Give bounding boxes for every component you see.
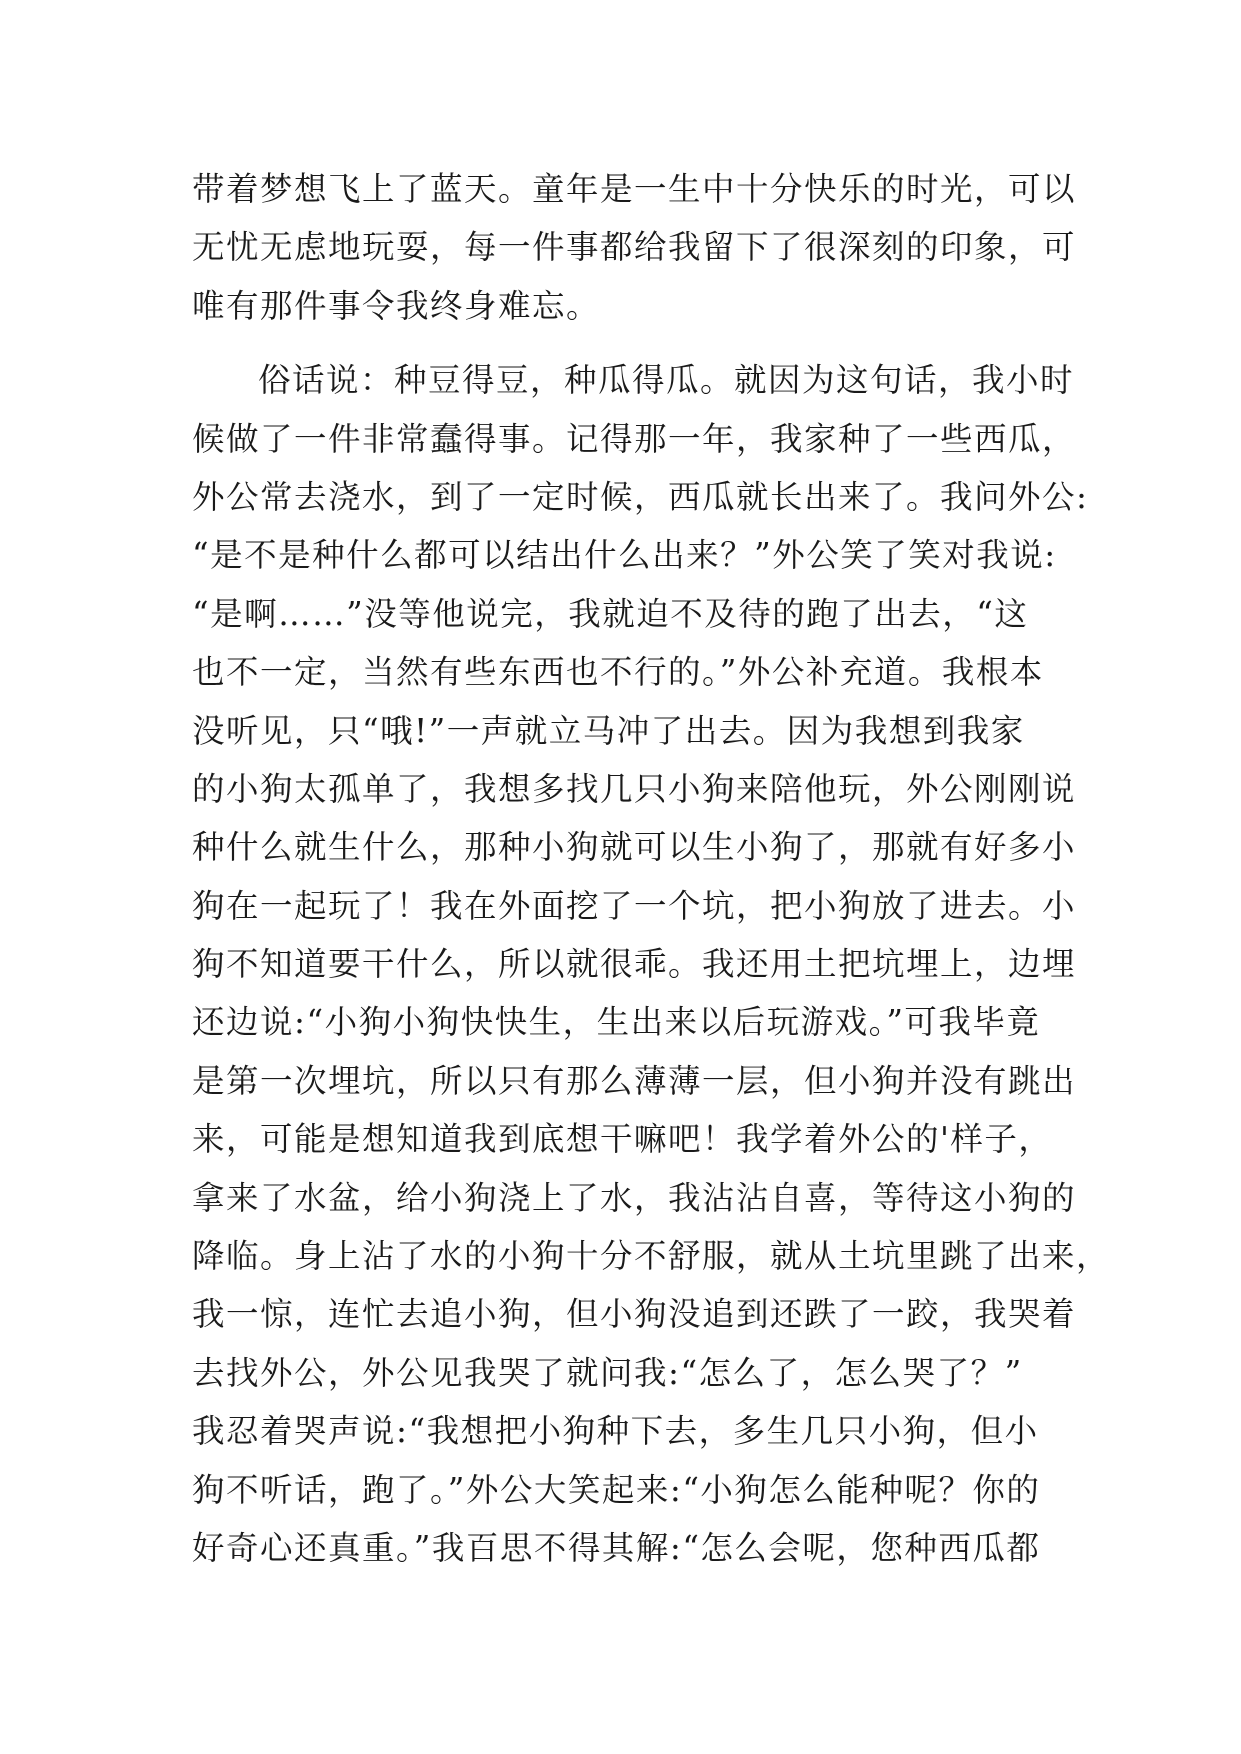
text-line: 无忧无虑地玩耍，每一件事都给我留下了很深刻的印象，可 bbox=[192, 228, 1077, 267]
text-line: 唯有那件事令我终身难忘。 bbox=[192, 286, 601, 325]
text-line: 的小狗太孤单了，我想多找几只小狗来陪他玩，外公刚刚说 bbox=[192, 769, 1077, 808]
text-line: 好奇心还真重。”我百思不得其解:“怎么会呢，您种西瓜都 bbox=[192, 1528, 1041, 1567]
text-line: 去找外公，外公见我哭了就问我:“怎么了，怎么哭了？” bbox=[192, 1353, 1023, 1392]
text-line: 拿来了水盆，给小狗浇上了水，我沾沾自喜，等待这小狗的 bbox=[192, 1178, 1077, 1217]
text-line: 我忍着哭声说:“我想把小狗种下去，多生几只小狗，但小 bbox=[192, 1412, 1039, 1451]
paragraph-2 bbox=[192, 351, 1111, 1577]
text-line: 种什么就生什么，那种小狗就可以生小狗了，那就有好多小 bbox=[192, 828, 1077, 867]
text-line: 外公常去浇水，到了一定时候，西瓜就长出来了。我问外公: bbox=[192, 477, 1089, 516]
body-text bbox=[192, 160, 1111, 1577]
text-line: 也不一定，当然有些东西也不行的。”外公补充道。我根本 bbox=[192, 653, 1044, 692]
text-line: 是第一次埋坑，所以只有那么薄薄一层，但小狗并没有跳出 bbox=[192, 1061, 1077, 1100]
text-line: “是不是种什么都可以结出什么出来？”外公笑了笑对我说: bbox=[192, 536, 1057, 575]
text-line: 狗不听话，跑了。”外公大笑起来:“小狗怎么能种呢？你的 bbox=[192, 1470, 1041, 1509]
text-line: 还边说:“小狗小狗快快生，生出来以后玩游戏。”可我毕竟 bbox=[192, 1003, 1041, 1042]
text-line: 来，可能是想知道我到底想干嘛吧！我学着外公的'样子， bbox=[192, 1120, 1053, 1159]
text-line: 带着梦想飞上了蓝天。童年是一生中十分快乐的时光，可以 bbox=[192, 170, 1077, 208]
text-line: 没听见，只“哦!”一声就立马冲了出去。因为我想到我家 bbox=[192, 711, 1025, 750]
text-line: “是啊……”没等他说完，我就迫不及待的跑了出去，“这 bbox=[192, 594, 1029, 633]
text-line: 狗在一起玩了！我在外面挖了一个坑，把小狗放了进去。小 bbox=[192, 886, 1077, 925]
text-line: 候做了一件非常蠢得事。记得那一年，我家种了一些西瓜， bbox=[192, 419, 1077, 458]
text-line: 我一惊，连忙去追小狗，但小狗没追到还跌了一跤，我哭着 bbox=[192, 1295, 1077, 1334]
text-line: 狗不知道要干什么，所以就很乖。我还用土把坑埋上，边埋 bbox=[192, 945, 1077, 984]
text-line: 俗话说：种豆得豆，种瓜得瓜。就因为这句话，我小时 bbox=[258, 361, 1075, 400]
text-line: 降临。身上沾了水的小狗十分不舒服，就从土坑里跳了出来， bbox=[192, 1237, 1111, 1276]
paragraph-1 bbox=[192, 160, 1077, 335]
paragraph-gap bbox=[192, 335, 1052, 351]
